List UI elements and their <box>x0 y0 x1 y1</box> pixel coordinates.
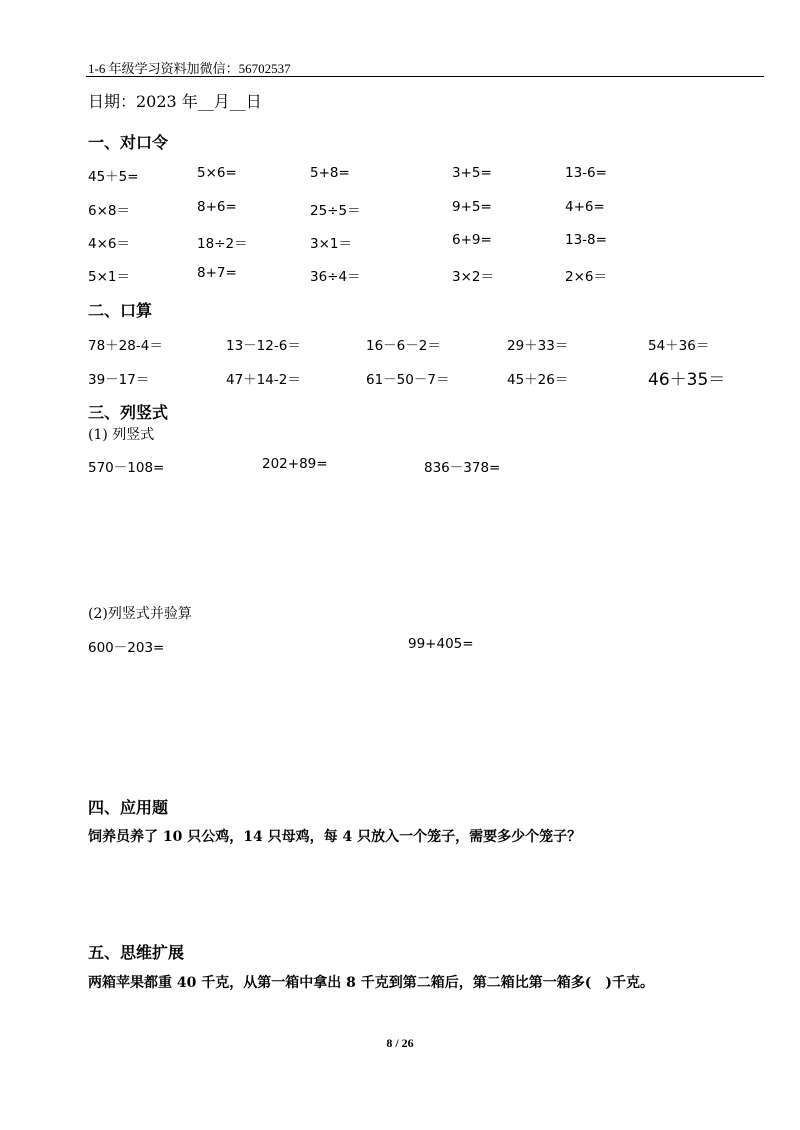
section2-title: 二、口算 <box>88 301 153 320</box>
part1-label: (1) 列竖式 <box>88 427 155 443</box>
header-text: 1-6 年级学习资料加微信：56702537 <box>88 61 291 76</box>
section5-title: 五、思维扩展 <box>88 943 185 962</box>
mental-math-problem: 29＋33＝ <box>507 338 569 354</box>
oral-problem: 13-8= <box>565 232 607 248</box>
oral-problem: 6+9= <box>452 232 492 248</box>
oral-problem: 18÷2＝ <box>197 236 248 252</box>
mental-math-problem: 47＋14-2＝ <box>226 372 301 388</box>
word-problem: 饲养员养了 10 只公鸡，14 只母鸡，每 4 只放入一个笼子，需要多少个笼子？ <box>88 829 582 845</box>
vertical-calc-problem: 202+89= <box>262 456 328 472</box>
section3-title: 三、列竖式 <box>88 403 169 422</box>
mental-math-problem: 54＋36＝ <box>648 338 710 354</box>
mental-math-problem: 61－50－7＝ <box>366 372 450 388</box>
oral-problem: 9+5= <box>452 199 492 215</box>
oral-problem: 3×1＝ <box>310 236 352 252</box>
oral-problem: 2×6＝ <box>565 269 607 285</box>
oral-problem: 8+6= <box>197 199 237 215</box>
vertical-calc-problem: 600－203= <box>88 640 165 656</box>
date-line: 日期：2023 年__月__日 <box>88 92 262 111</box>
section4-title: 四、应用题 <box>88 798 169 817</box>
oral-problem: 25÷5＝ <box>310 203 361 219</box>
part2-label: (2)列竖式并验算 <box>88 606 192 622</box>
section1-title: 一、对口令 <box>88 133 169 152</box>
mental-math-problem: 16－6－2＝ <box>366 338 441 354</box>
mental-math-problem: 46＋35＝ <box>648 370 726 390</box>
oral-problem: 45＋5= <box>88 169 139 185</box>
vertical-calc-problem: 99+405= <box>408 636 474 652</box>
thinking-problem: 两箱苹果都重 40 千克，从第一箱中拿出 8 千克到第二箱后，第二箱比第一箱多( )千克。 <box>88 975 654 991</box>
header-divider <box>86 76 764 77</box>
mental-math-problem: 39－17＝ <box>88 372 150 388</box>
oral-problem: 3+5= <box>452 165 492 181</box>
oral-problem: 6×8＝ <box>88 203 130 219</box>
page-number: 8 / 26 <box>386 1036 414 1050</box>
oral-problem: 4×6＝ <box>88 236 130 252</box>
vertical-calc-problem: 836－378= <box>424 460 501 476</box>
oral-problem: 5×6= <box>197 165 237 181</box>
oral-problem: 4+6= <box>565 199 605 215</box>
oral-problem: 5+8= <box>310 165 350 181</box>
oral-problem: 5×1＝ <box>88 269 130 285</box>
oral-problem: 36÷4＝ <box>310 269 361 285</box>
oral-problem: 13-6= <box>565 165 607 181</box>
mental-math-problem: 13－12-6＝ <box>226 338 301 354</box>
oral-problem: 8+7= <box>197 265 237 281</box>
mental-math-problem: 45＋26＝ <box>507 372 569 388</box>
oral-problem: 3×2＝ <box>452 269 494 285</box>
vertical-calc-problem: 570－108= <box>88 460 165 476</box>
mental-math-problem: 78＋28-4＝ <box>88 338 163 354</box>
